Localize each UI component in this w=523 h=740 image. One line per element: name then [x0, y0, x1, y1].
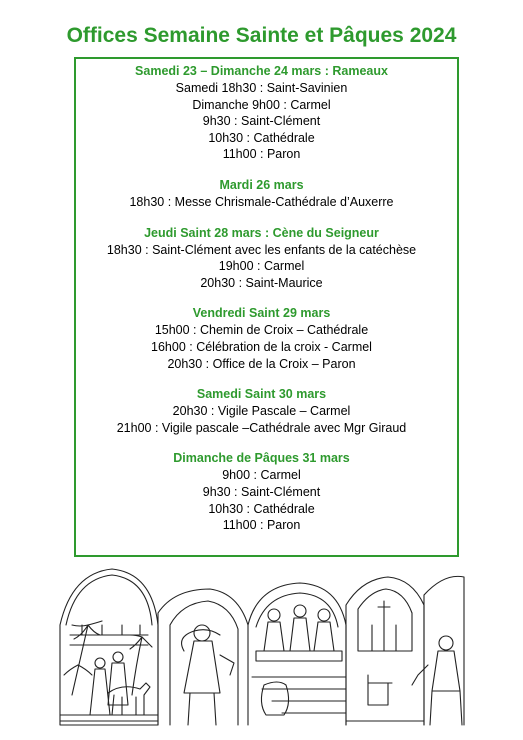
schedule-line: 20h30 : Vigile Pascale – Carmel	[172, 404, 351, 419]
schedule-section-mardi	[0, 177, 523, 211]
doorway-scene	[158, 589, 248, 725]
schedule-line: 16h00 : Célébration de la croix - Carmel	[151, 339, 372, 354]
schedule-line: Samedi 18h30 : Saint-Savinien	[175, 81, 348, 95]
schedule-line: Dimanche 9h00 : Carmel	[192, 97, 331, 112]
schedule-line: 9h00 : Carmel	[222, 468, 301, 483]
schedule-line: 10h30 : Cathédrale	[208, 130, 315, 145]
schedule-section-paques	[0, 450, 523, 533]
schedule-line: 9h30 : Saint-Clément	[202, 114, 321, 129]
section-heading: Jeudi Saint 28 mars : Cène du Seigneur	[144, 225, 379, 240]
section-heading: Samedi 23 – Dimanche 24 mars : Rameaux	[135, 64, 388, 78]
page-title: Offices Semaine Sainte et Pâques 2024	[66, 24, 457, 47]
schedule-section-samedi	[0, 386, 523, 436]
schedule-line: 20h30 : Saint-Maurice	[200, 275, 323, 290]
schedule-line: 10h30 : Cathédrale	[208, 501, 315, 516]
section-heading: Samedi Saint 30 mars	[196, 387, 327, 402]
schedule-line: 20h30 : Office de la Croix – Paron	[167, 356, 356, 371]
section-heading: Vendredi Saint 29 mars	[192, 306, 331, 321]
last-supper-scene	[248, 583, 346, 725]
cross-scene	[346, 577, 424, 725]
schedule-line: 19h00 : Carmel	[218, 259, 305, 274]
schedule-line: 15h00 : Chemin de Croix – Cathédrale	[154, 323, 369, 338]
section-heading: Dimanche de Pâques 31 mars	[173, 451, 350, 466]
schedule-section-vendredi	[0, 305, 523, 372]
schedule-content	[0, 63, 523, 548]
schedule-line: 21h00 : Vigile pascale –Cathédrale avec Mgr Giraud	[116, 420, 407, 435]
schedule-line: 18h30 : Saint-Clément avec les enfants de la catéchèse	[106, 242, 417, 257]
schedule-line: 18h30 : Messe Chrismale-Cathédrale d’Auxerre	[129, 194, 394, 209]
section-heading: Mardi 26 mars	[219, 177, 304, 192]
schedule-section-jeudi	[0, 225, 523, 292]
holy-week-illustration	[52, 565, 470, 730]
schedule-line: 11h00 : Paron	[222, 518, 301, 533]
resurrection-scene	[412, 576, 464, 725]
schedule-line: 11h00 : Paron	[222, 147, 301, 162]
palm-entry-scene	[60, 569, 158, 725]
schedule-section-rameaux	[0, 63, 523, 163]
schedule-line: 9h30 : Saint-Clément	[202, 484, 321, 499]
